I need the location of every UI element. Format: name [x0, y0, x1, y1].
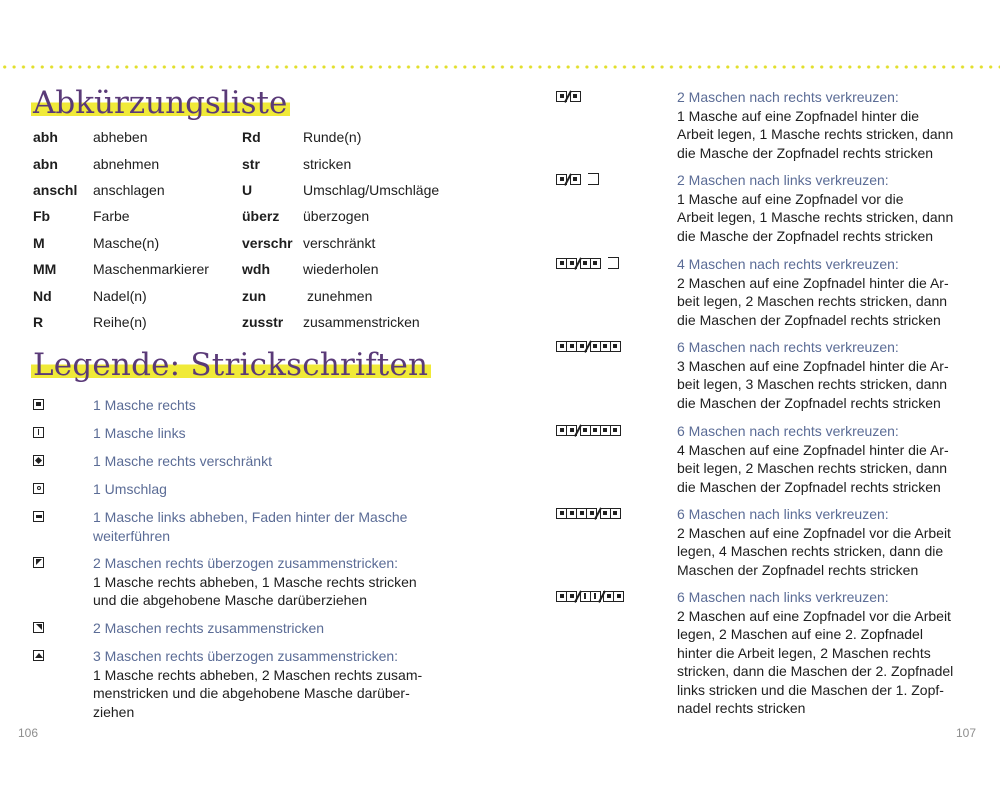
knit-stitch-icon — [33, 398, 43, 410]
yarn-over-icon — [33, 482, 43, 494]
page-number-right: 107 — [956, 726, 977, 740]
legend-item: 1 Masche links abheben, Faden hinter der Masche weiterführen — [93, 509, 408, 544]
legend-item: 6 Maschen nach links verkreuzen: 2 Maschen auf eine Zopfnadel vor die Arbeit legen, 4 Maschen rechts stricken, dann die Maschen der Zopfnadel rechts stricken — [677, 506, 951, 578]
abbreviation-list-right — [242, 124, 439, 335]
page-number-left: 106 — [18, 726, 39, 740]
abbreviation-row: abn abnehmen — [33, 155, 160, 172]
cable-6-left-a-icon — [556, 507, 620, 519]
cable-2-left-icon — [556, 173, 598, 185]
abbreviation-row: zun zunehmen — [242, 287, 373, 304]
abbreviation-row: verschr verschränkt — [242, 234, 376, 251]
legend-item: 1 Umschlag — [93, 481, 167, 497]
legend-item: 2 Maschen rechts zusammenstricken — [93, 620, 325, 636]
abbreviation-row: M Masche(n) — [33, 234, 160, 251]
dotted-rule — [0, 64, 1000, 70]
legend-item: 3 Maschen rechts überzogen zusammenstricken: 1 Masche rechts abheben, 2 Maschen rechts zusam- menstricken und die abgehobene Masche darüber- ziehen — [93, 648, 423, 720]
legend-item: 2 Maschen nach rechts verkreuzen: 1 Masche auf eine Zopfnadel hinter die Arbeit legen, 1 Masche rechts stricken, dann die Masche der Zopfnadel rechts stricken — [677, 89, 954, 161]
cable-6-left-b-icon — [556, 590, 623, 602]
legend-item: 1 Masche rechts — [93, 397, 196, 413]
legend-item: 1 Masche rechts verschränkt — [93, 453, 272, 469]
twisted-knit-icon — [33, 454, 43, 466]
cable-6-right-a-icon — [556, 340, 620, 352]
abbreviation-row: anschl anschlagen — [33, 181, 165, 198]
abbreviation-row: R Reihe(n) — [33, 313, 147, 330]
cable-6-right-b-icon — [556, 424, 620, 436]
abbreviation-list-left — [33, 124, 209, 335]
abbreviation-row: abh abheben — [33, 129, 148, 146]
purl-stitch-icon — [33, 426, 43, 438]
cable-2-right-icon — [556, 90, 580, 102]
legend-item: 2 Maschen nach links verkreuzen: 1 Masche auf eine Zopfnadel vor die Arbeit legen, 1 Masche rechts stricken, dann die Masche der Zopfnadel rechts stricken — [677, 172, 954, 244]
sk2p-icon — [33, 649, 43, 661]
legend-heading: Legende: Strickschriften — [31, 346, 431, 384]
legend-item: 4 Maschen nach rechts verkreuzen: 2 Maschen auf eine Zopfnadel hinter die Ar- beit legen, 2 Maschen rechts stricken, dann die Maschen der Zopfnadel rechts stricken — [677, 256, 949, 328]
legend-item: 6 Maschen nach rechts verkreuzen: 3 Maschen auf eine Zopfnadel hinter die Ar- beit legen, 3 Maschen rechts stricken, dann die Maschen der Zopfnadel rechts stricken — [677, 339, 949, 411]
slip-stitch-icon — [33, 510, 43, 522]
abbreviation-row: Nd Nadel(n) — [33, 287, 147, 304]
legend-item: 6 Maschen nach links verkreuzen: 2 Maschen auf eine Zopfnadel vor die Arbeit legen, 2 Maschen auf eine 2. Zopfnadel hinter die Arbeit legen, 2 Maschen rechts stricken, dann die Maschen der 2. Zopfnadel links stricken und die Maschen der 1. Zopf- nadel rechts stricken — [677, 589, 954, 716]
ssk-icon — [33, 556, 43, 568]
legend-item: 6 Maschen nach rechts verkreuzen: 4 Maschen auf eine Zopfnadel hinter die Ar- beit legen, 2 Maschen rechts stricken, dann die Maschen der Zopfnadel rechts stricken — [677, 423, 949, 495]
legend-item: 2 Maschen rechts überzogen zusammenstricken: 1 Masche rechts abheben, 1 Masche rechts stricken und die abgehobene Masche darüberziehen — [93, 555, 417, 608]
abbreviation-row: Rd Runde(n) — [242, 129, 362, 146]
abbreviation-row: wdh wiederholen — [242, 261, 379, 278]
abbreviation-row: MM Maschenmarkierer — [33, 261, 209, 278]
abbreviation-row: überz überzogen — [242, 208, 370, 225]
k2tog-icon — [33, 621, 43, 633]
abbreviation-row: zusstr zusammenstricken — [242, 313, 420, 330]
abbreviations-heading: Abkürzungsliste — [31, 84, 290, 122]
legend-item: 1 Masche links — [93, 425, 186, 441]
abbreviation-row: U Umschlag/Umschläge — [242, 181, 440, 198]
cable-4-right-icon — [556, 257, 618, 269]
abbreviation-row: str stricken — [242, 155, 352, 172]
abbreviation-row: Fb Farbe — [33, 208, 130, 225]
